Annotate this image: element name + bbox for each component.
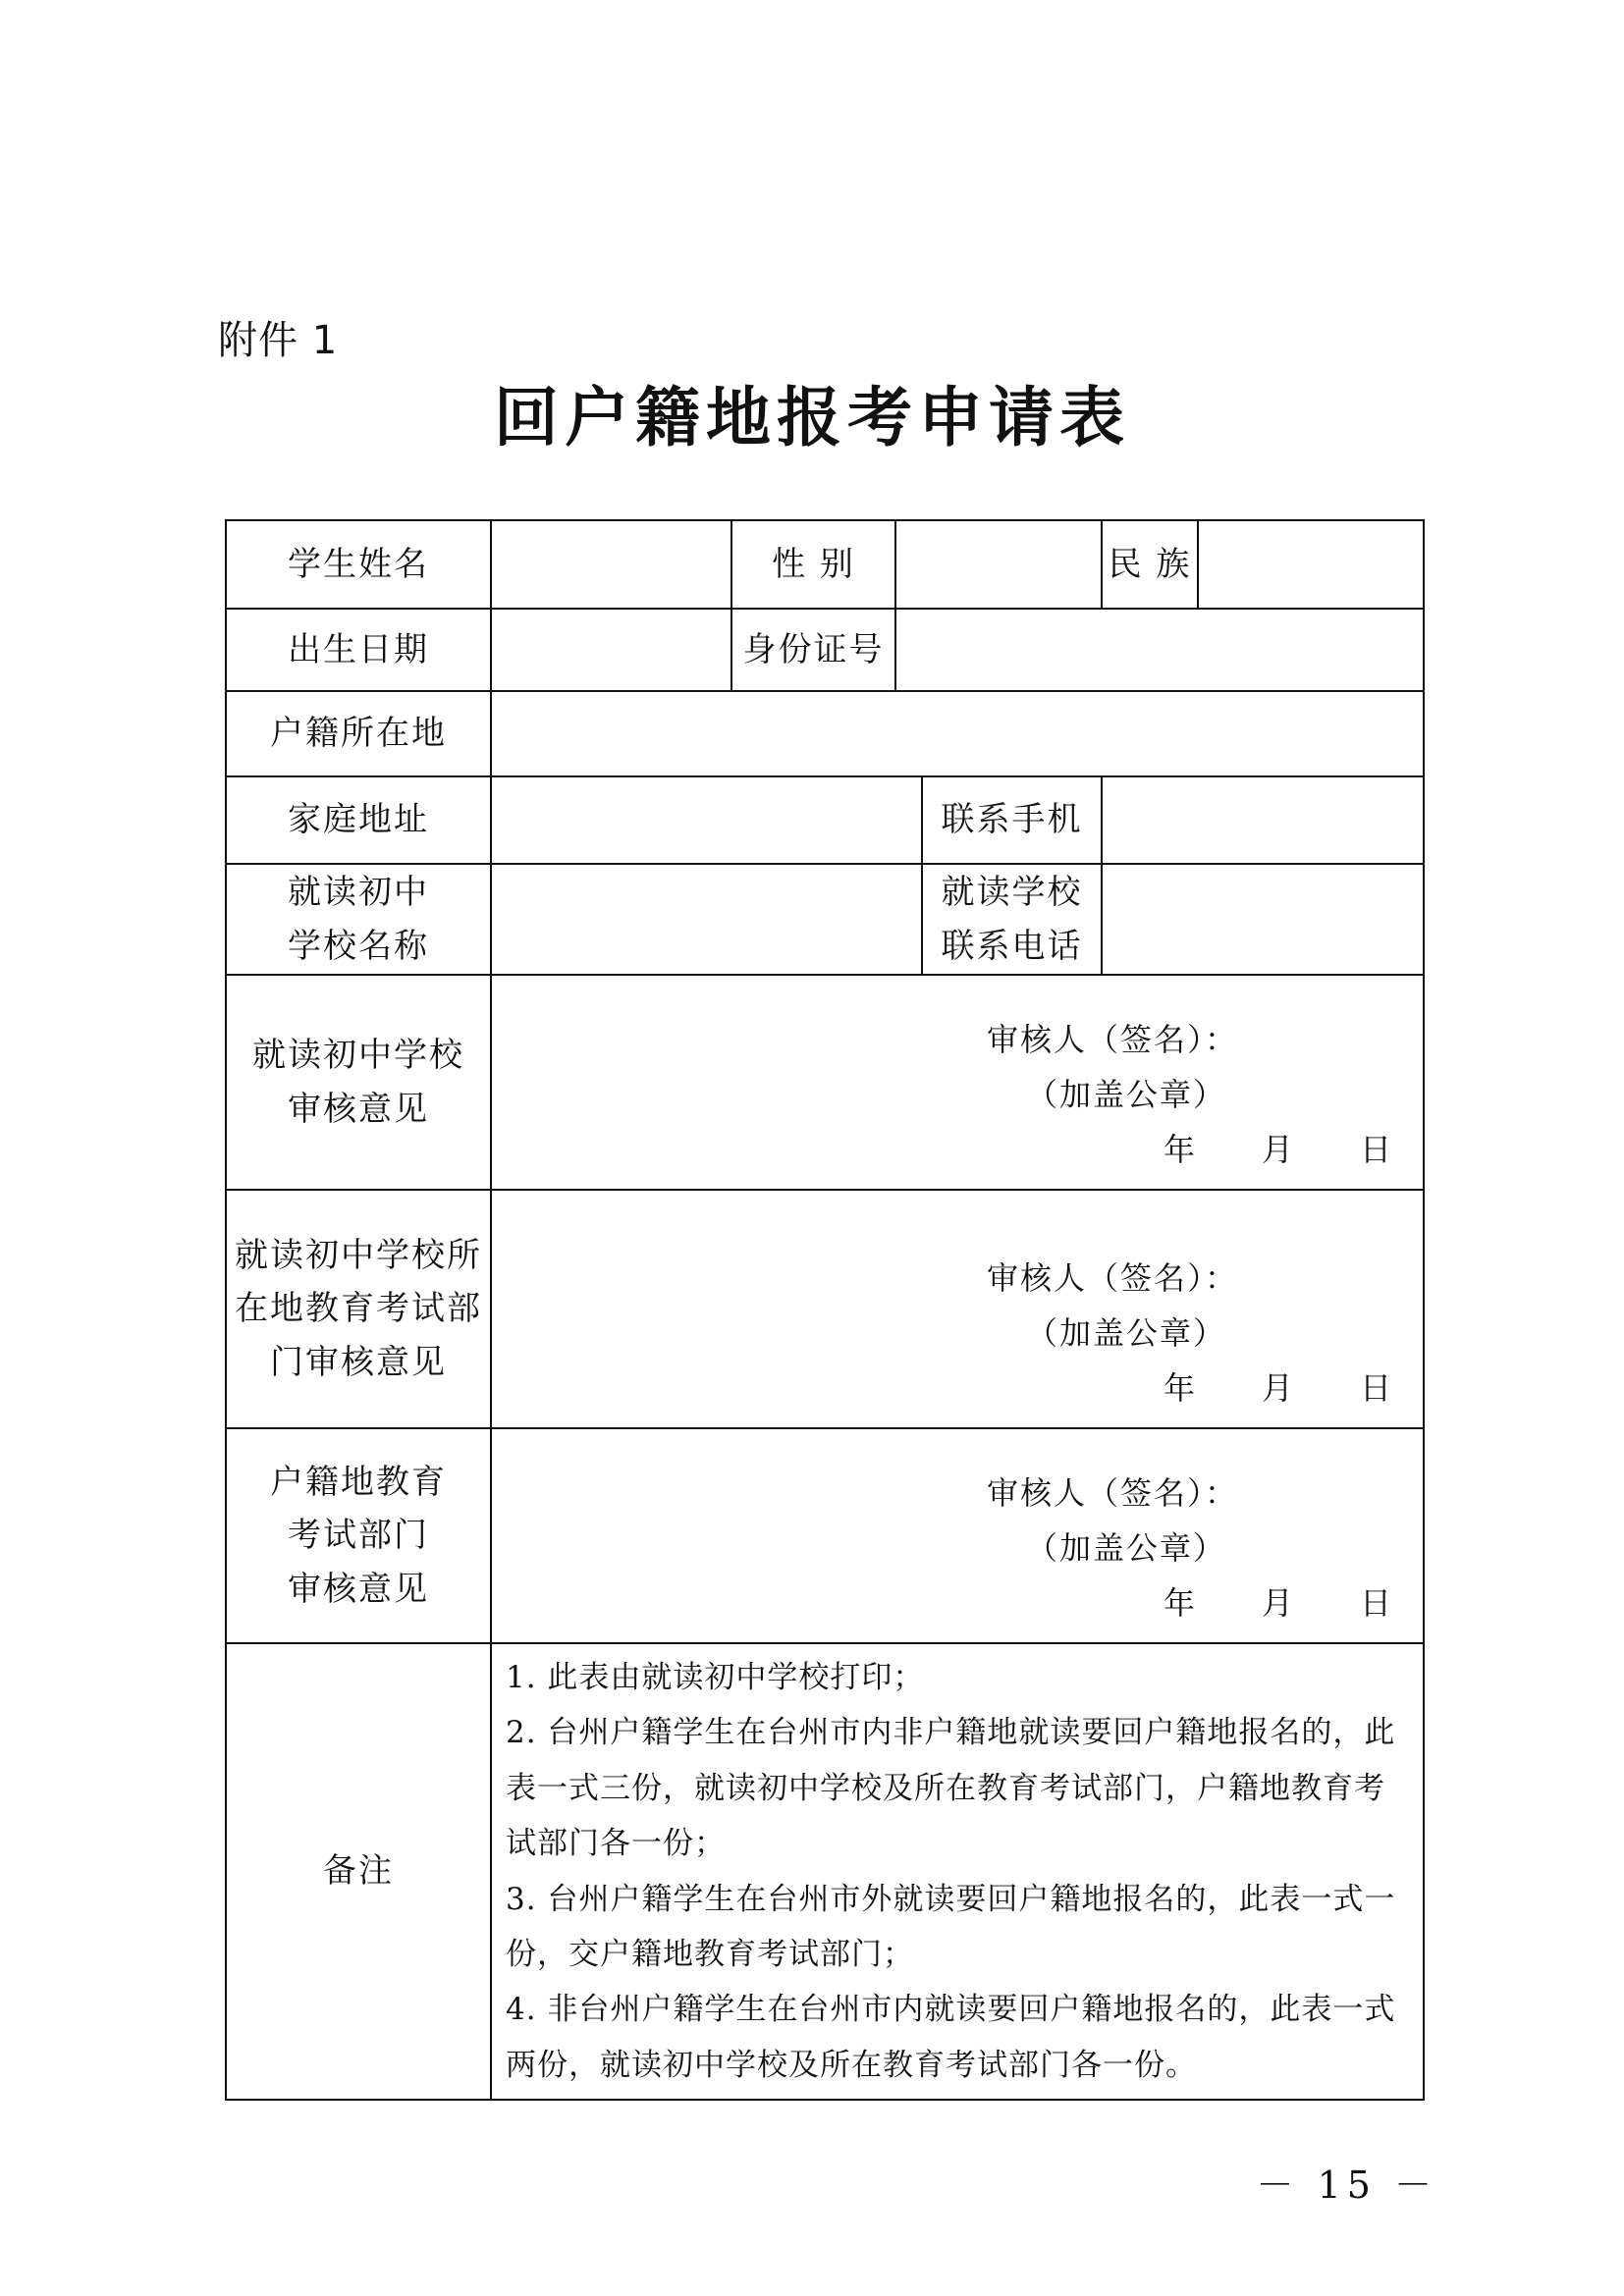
school-name-label-line1: 就读初中 [288, 873, 429, 913]
household-exam-dept-opinion-label [226, 1428, 491, 1643]
local-exam-dept-opinion-field[interactable] [491, 1190, 1424, 1428]
birth-date-label: 出生日期 [226, 609, 491, 691]
school-phone-label-line1: 就读学校 [941, 873, 1083, 913]
year-label: 年 [1164, 1369, 1198, 1407]
seal-label: （加盖公章） [1026, 1529, 1227, 1567]
local-exam-dept-label-line2: 在地教育考试部 [235, 1289, 482, 1329]
household-exam-dept-label-line1: 户籍地教育 [270, 1462, 447, 1502]
home-address-field[interactable] [491, 776, 922, 864]
year-label: 年 [1164, 1131, 1198, 1168]
seal-label: （加盖公章） [1026, 1076, 1227, 1113]
household-exam-dept-label-line2: 考试部门 [288, 1516, 429, 1556]
student-name-field[interactable] [491, 520, 731, 609]
remark-item: 3. 台州户籍学生在台州市外就读要回户籍地报名的，此表一式一份，交户籍地教育考试部门； [506, 1881, 1396, 1973]
reviewer-signature-label: 审核人（签名）： [987, 1259, 1239, 1297]
school-opinion-label-line1: 就读初中学校 [252, 1036, 464, 1076]
id-number-label: 身份证号 [731, 609, 895, 691]
gender-field[interactable] [895, 520, 1102, 609]
household-exam-dept-opinion-field[interactable] [491, 1428, 1424, 1643]
attachment-label: 附件 1 [218, 318, 339, 363]
gender-label: 性 别 [731, 520, 895, 609]
remark-item: 4. 非台州户籍学生在台州市内就读要回户籍地报名的，此表一式两份，就读初中学校及所在教育考试部门各一份。 [506, 1992, 1396, 2083]
school-phone-label [922, 864, 1102, 975]
month-label: 月 [1262, 1369, 1296, 1407]
ethnicity-field[interactable] [1198, 520, 1424, 609]
household-exam-dept-label-line3: 审核意见 [288, 1569, 429, 1609]
page-number: － 15 － [1256, 2163, 1437, 2207]
school-name-label [226, 864, 491, 975]
month-label: 月 [1262, 1131, 1296, 1168]
household-location-field[interactable] [491, 691, 1424, 776]
day-label: 日 [1360, 1131, 1394, 1168]
mobile-field[interactable] [1102, 776, 1424, 864]
school-name-label-line2: 学校名称 [288, 926, 429, 966]
school-opinion-label [226, 975, 491, 1190]
remark-item: 2. 台州户籍学生在台州市内非户籍地就读要回户籍地报名的，此表一式三份，就读初中学校及所在教育考试部门，户籍地教育考试部门各一份； [506, 1715, 1396, 1862]
signature-block [987, 1012, 1399, 1177]
reviewer-signature-label: 审核人（签名）： [987, 1021, 1239, 1058]
local-exam-dept-label-line3: 门审核意见 [270, 1342, 447, 1382]
seal-label: （加盖公章） [1026, 1314, 1227, 1352]
id-number-field[interactable] [895, 609, 1424, 691]
local-exam-dept-label-line1: 就读初中学校所 [235, 1235, 482, 1275]
date-line [987, 1361, 1399, 1415]
application-form [225, 519, 1425, 2101]
home-address-label: 家庭地址 [226, 776, 491, 864]
school-phone-field[interactable] [1102, 864, 1424, 975]
month-label: 月 [1262, 1584, 1296, 1622]
remark-item: 1. 此表由就读初中学校打印； [506, 1660, 925, 1695]
local-exam-dept-opinion-label [226, 1190, 491, 1428]
form-title: 回户籍地报考申请表 [494, 379, 1130, 455]
day-label: 日 [1360, 1584, 1394, 1622]
student-name-label: 学生姓名 [226, 520, 491, 609]
household-location-label: 户籍所在地 [226, 691, 491, 776]
signature-block [987, 1466, 1399, 1630]
school-phone-label-line2: 联系电话 [941, 926, 1083, 966]
school-name-field[interactable] [491, 864, 922, 975]
mobile-label: 联系手机 [922, 776, 1102, 864]
school-opinion-label-line2: 审核意见 [288, 1089, 429, 1129]
day-label: 日 [1360, 1369, 1394, 1407]
reviewer-signature-label: 审核人（签名）： [987, 1474, 1239, 1512]
ethnicity-label: 民 族 [1102, 520, 1198, 609]
remarks-content [491, 1643, 1424, 2100]
birth-date-field[interactable] [491, 609, 731, 691]
school-opinion-field[interactable] [491, 975, 1424, 1190]
year-label: 年 [1164, 1584, 1198, 1622]
date-line [987, 1575, 1399, 1630]
signature-block [987, 1251, 1399, 1415]
date-line [987, 1122, 1399, 1177]
remarks-label: 备注 [226, 1643, 491, 2100]
